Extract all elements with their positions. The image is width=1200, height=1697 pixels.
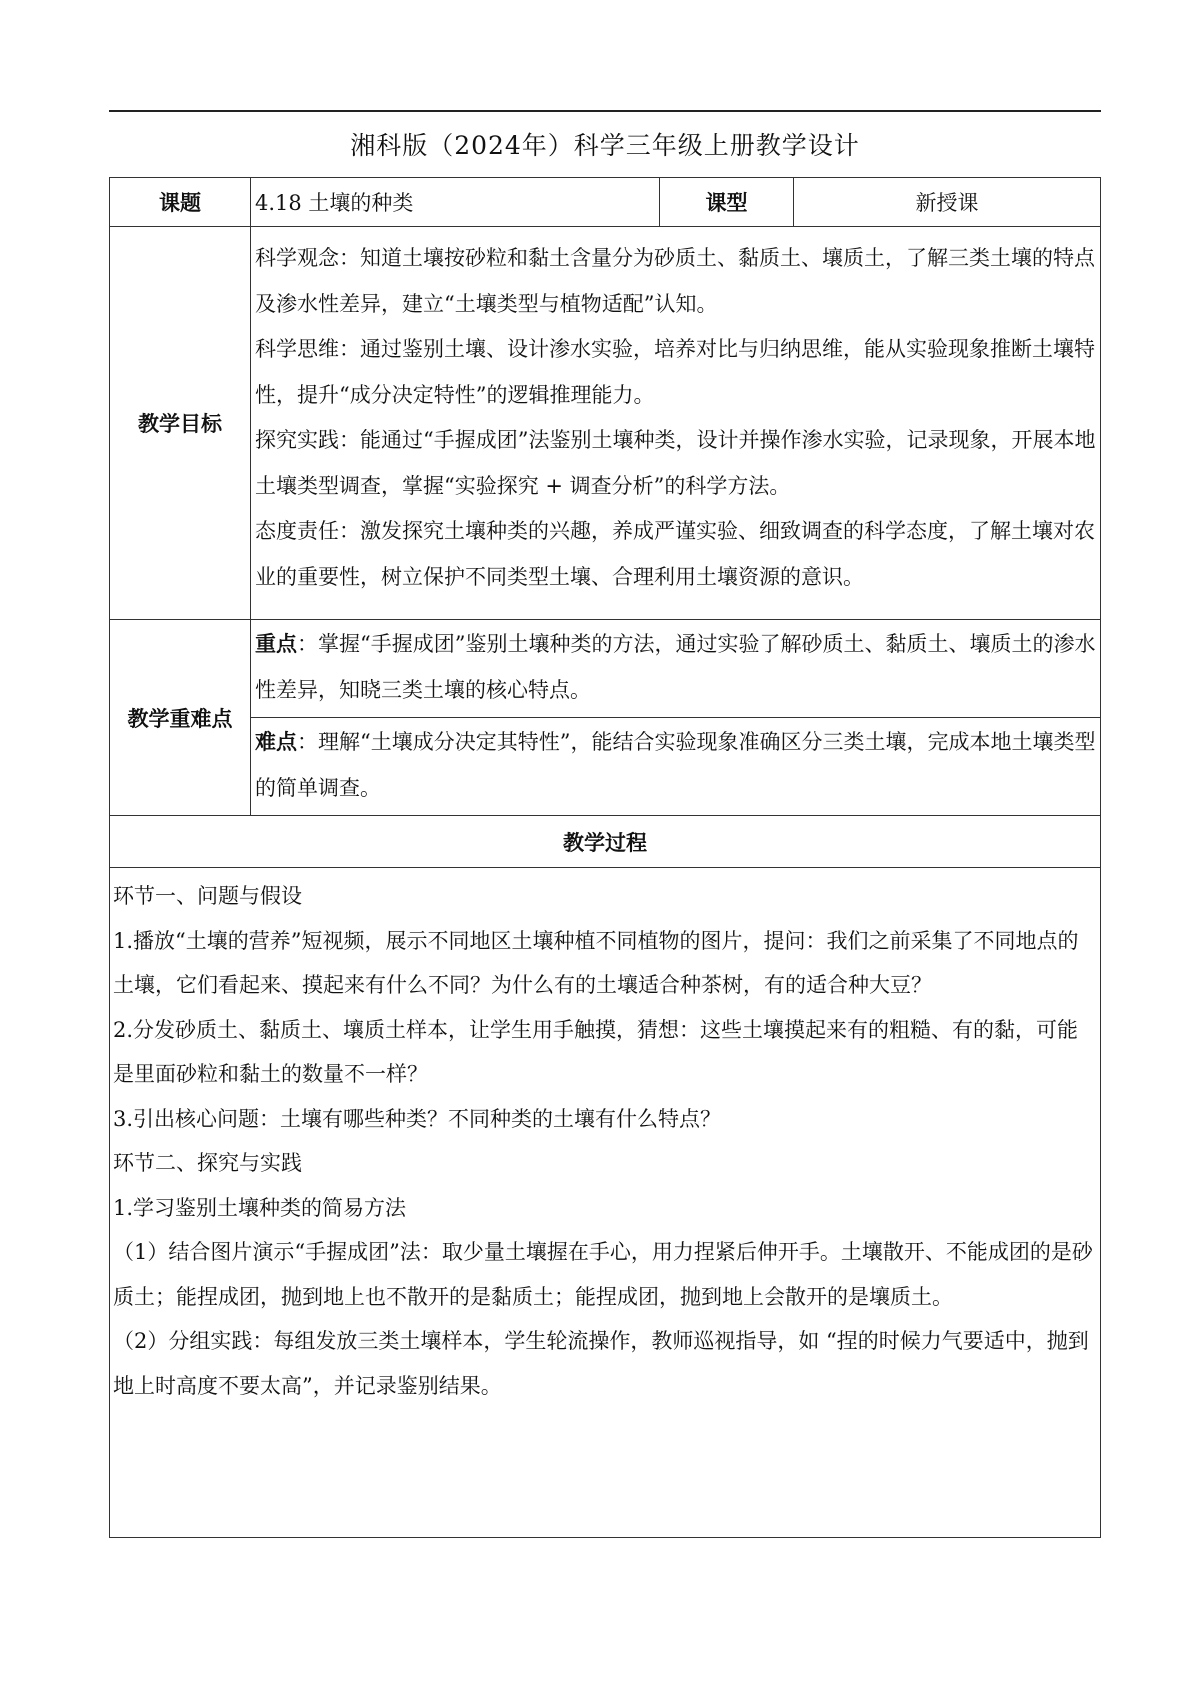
key-points-label: 教学重难点 [110,620,251,816]
header-rule [109,110,1101,112]
focus-text: ：掌握“手握成团”鉴别土壤种类的方法，通过实验了解砂质土、黏质土、壤质土的渗水性差异，知晓三类土壤的核心特点。 [255,632,1096,702]
process-step: 1.播放“土壤的营养”短视频，展示不同地区土壤种植不同植物的图片，提问：我们之前采集了不同地点的土壤，它们看起来、摸起来有什么不同？为什么有的土壤适合种茶树，有的适合种大豆？ [113,928,1079,997]
focus-paragraph [251,622,1100,713]
objective-attitude-responsibility: 态度责任：激发探究土壤种类的兴趣，养成严谨实验、细致调查的科学态度，了解土壤对农业的重要性，树立保护不同类型土壤、合理利用土壤资源的意识。 [255,519,1095,589]
objectives-label: 教学目标 [110,227,251,620]
objective-inquiry-practice: 探究实践：能通过“手握成团”法鉴别土壤种类，设计并操作渗水实验，记录现象，开展本地土壤类型调查，掌握“实验探究 + 调查分析”的科学方法。 [255,428,1096,498]
lesson-type-value: 新授课 [794,178,1101,227]
document-title: 湘科版（2024年）科学三年级上册教学设计 [350,131,860,160]
process-step: 3.引出核心问题：土壤有哪些种类？不同种类的土壤有什么特点？ [113,1106,722,1131]
process-step: 2.分发砂质土、黏质土、壤质土样本，让学生用手触摸，猜想：这些土壤摸起来有的粗糙、有的黏，可能是里面砂粒和黏土的数量不一样？ [113,1017,1079,1086]
objective-scientific-thinking: 科学思维：通过鉴别土壤、设计渗水实验，培养对比与归纳思维，能从实验现象推断土壤特性，提升“成分决定特性”的逻辑推理能力。 [255,337,1095,407]
process-content [110,868,1101,1538]
topic-value: 4.18 土壤的种类 [251,178,660,227]
objectives-row [110,227,1101,620]
objectives-content [251,227,1101,620]
difficulty-label: 难点 [255,730,297,754]
process-substep: （2）分组实践：每组发放三类土壤样本，学生轮流操作，教师巡视指导，如 “捏的时候力气要适中，抛到地上时高度不要太高”，并记录鉴别结果。 [113,1329,1089,1398]
objective-scientific-concept: 科学观念：知道土壤按砂粒和黏土含量分为砂质土、黏质土、壤质土，了解三类土壤的特点及渗水性差异，建立“土壤类型与植物适配”认知。 [255,246,1095,316]
process-header: 教学过程 [110,816,1101,868]
process-row [110,868,1101,1538]
process-stage-1-title: 环节一、问题与假设 [113,884,302,908]
focus-row [110,620,1101,718]
lesson-type-label: 课型 [660,178,794,227]
focus-label: 重点 [255,632,297,656]
difficulty-paragraph [251,720,1100,811]
difficulty-content [251,718,1101,816]
process-header-row [110,816,1101,868]
process-step: 1.学习鉴别土壤种类的简易方法 [113,1195,407,1220]
difficulty-text: ：理解“土壤成分决定其特性”，能结合实验现象准确区分三类土壤，完成本地土壤类型的简单调查。 [255,730,1096,800]
process-substep: （1）结合图片演示“手握成团”法：取少量土壤握在手心，用力捏紧后伸开手。土壤散开、不能成团的是砂质土；能捏成团，抛到地上也不散开的是黏质土；能捏成团，抛到地上会散开的是壤质土。 [113,1240,1093,1309]
focus-content [251,620,1101,718]
topic-row [110,178,1101,227]
lesson-plan-table [109,177,1101,1538]
topic-label: 课题 [110,178,251,227]
difficulty-row [110,718,1101,816]
process-stage-2-title: 环节二、探究与实践 [113,1151,302,1175]
